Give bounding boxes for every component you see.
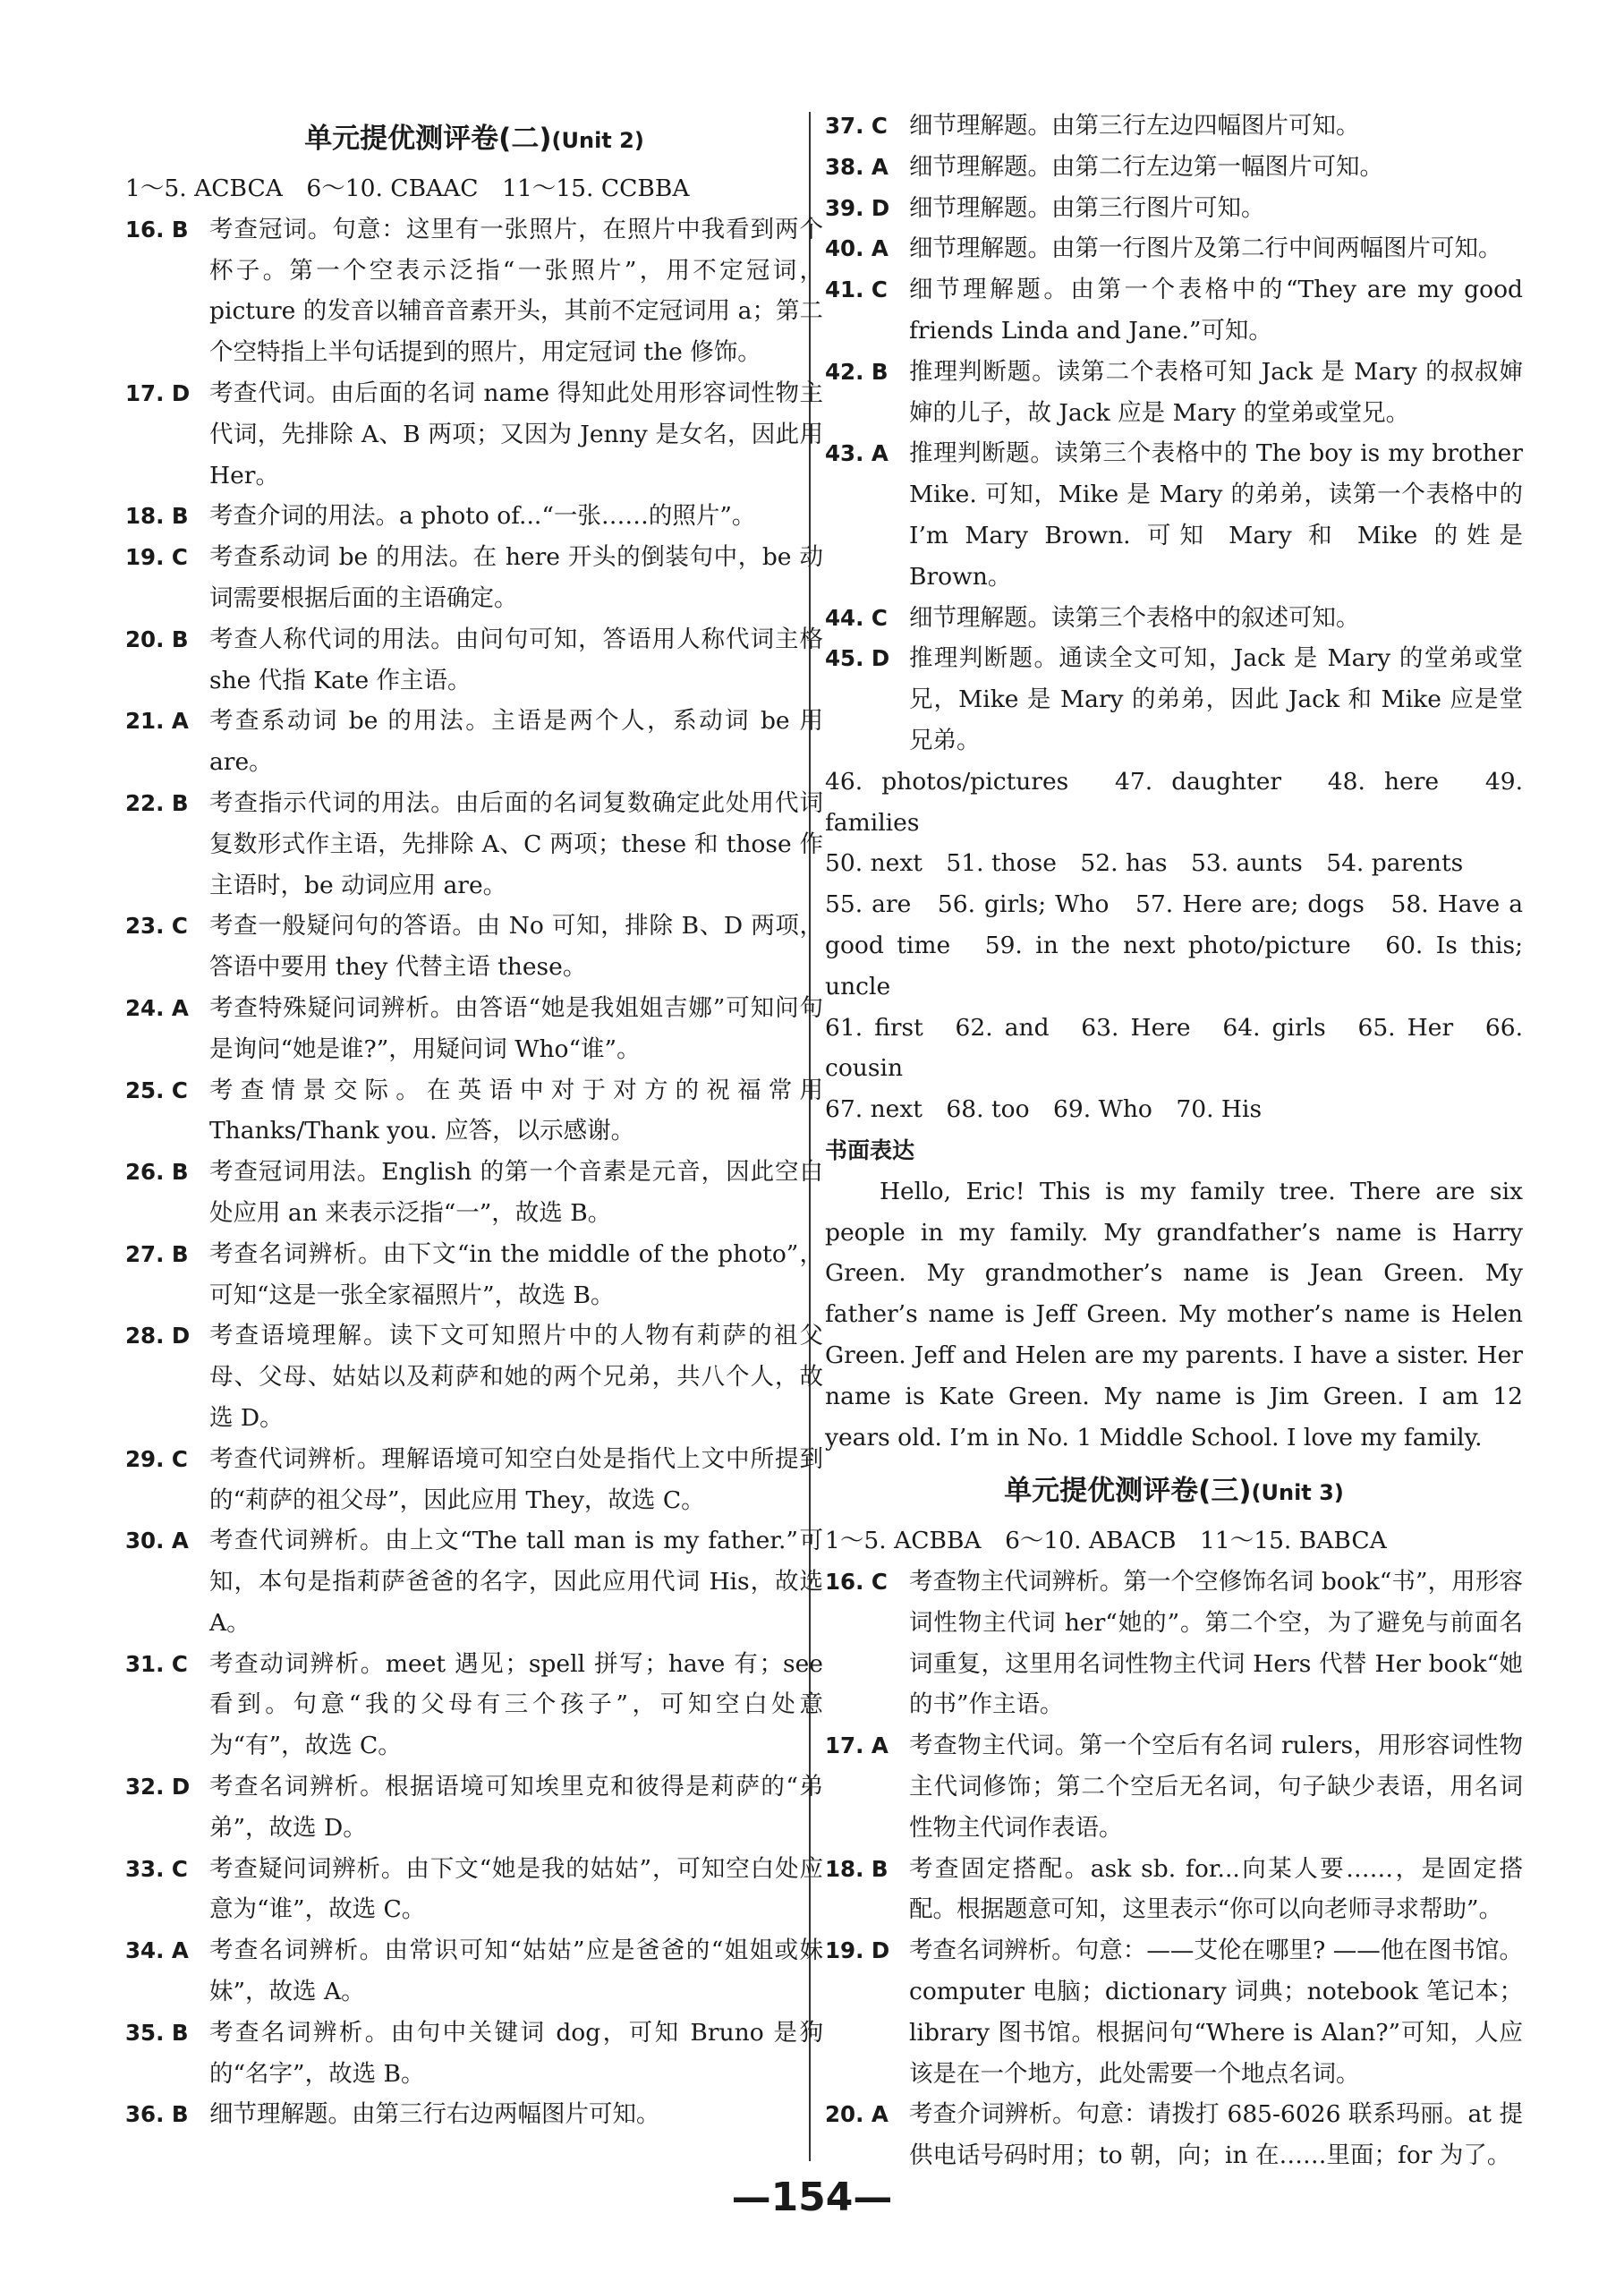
answer-number: 20. B: [125, 626, 189, 652]
answer-explanation: 考查特殊疑问词辨析。由答语“她是我姐姐吉娜”可知问句是询问“她是谁?”，用疑问词 Who“谁”。: [209, 993, 823, 1063]
answer-number: 38. A: [825, 153, 889, 180]
answer-explanation: 考查语境理解。读下文可知照片中的人物有莉萨的祖父母、父母、姑姑以及莉萨和她的两个兄弟，共八个人，故选 D。: [209, 1322, 823, 1432]
answer-item: [125, 619, 823, 702]
answer-item: [125, 1849, 823, 1931]
model-essay: Hello, Eric! This is my family tree. There are six people in my family. My grandfather’s name is Harry Green. My grandmother’s name is Jean Green. My father’s name is Jeff Green. My mother’s name is Helen Green. Jeff and Helen are my parents. I have a sister. Her name is Kate Green. My name is Jim Green. I am 12 years old. I’m in No. 1 Middle School. I love my family.: [825, 1177, 1523, 1451]
answer-item: [825, 598, 1523, 639]
answer-number: 19. D: [825, 1937, 890, 1964]
answer-explanation: 细节理解题。由第一行图片及第二行中间两幅图片可知。: [909, 234, 1502, 263]
answer-number: 19. C: [125, 544, 188, 571]
answer-number: 17. A: [825, 1732, 889, 1759]
answer-number: 31. C: [125, 1650, 188, 1677]
answer-item: [125, 1234, 823, 1316]
answer-item: [825, 1562, 1523, 1725]
answer-explanation: 考查物主代词辨析。第一个空修饰名词 book“书”，用形容词性物主代词 her“她的”。第二个空，为了避免与前面名词重复，这里用名词性物主代词 Hers 代替 Her book“她的书”作主语。: [909, 1568, 1523, 1719]
answer-number: 24. A: [125, 994, 189, 1021]
answer-explanation: 考查冠词用法。English 的第一个音素是元音，因此空白处应用 an 来表示泛指“一”，故选 B。: [209, 1158, 823, 1227]
fill-line: 67. next 68. too 69. Who 70. His: [825, 1095, 1263, 1124]
answer-number: 28. D: [125, 1323, 191, 1349]
fill-line: 46. photos/pictures 47. daughter 48. here 49. families: [825, 767, 1523, 837]
answer-number: 23. C: [125, 913, 188, 940]
answer-explanation: 考查介词辨析。句意：请拨打 685-6026 联系玛丽。at 提供电话号码时用；to 朝，向；in 在……里面；for 为了。: [909, 2100, 1523, 2170]
answer-explanation: 考查一般疑问句的答语。由 No 可知，排除 B、D 两项，答语中要用 they 代替主语 these。: [209, 912, 823, 982]
answer-explanation: 考查物主代词。第一个空后有名词 rulers，用形容词性物主代词修饰；第二个空后无名词，句子缺少表语，用名词性物主代词作表语。: [909, 1732, 1523, 1842]
answer-explanation: 考查系动词 be 的用法。主语是两个人，系动词 be 用 are。: [209, 707, 823, 777]
answer-number: 17. D: [125, 379, 191, 406]
answer-item: [125, 537, 823, 619]
answer-explanation: 细节理解题。由第三行右边两幅图片可知。: [209, 2100, 660, 2129]
answer-item: [825, 228, 1523, 269]
unit2-title: [125, 116, 823, 163]
unit2-title-text: 单元提优测评卷(二): [304, 123, 552, 155]
answer-number: 44. C: [825, 604, 888, 631]
page-number: —154—: [731, 2175, 893, 2220]
unit2-items-right: [825, 106, 1523, 762]
answer-item: [125, 1766, 823, 1849]
fill-line: 61. first 62. and 63. Here 64. girls 65. Her 66. cousin: [825, 1013, 1523, 1083]
answer-item: [125, 988, 823, 1070]
unit3-items: [825, 1562, 1523, 2176]
answer-item: [825, 147, 1523, 188]
answer-number: 26. B: [125, 1159, 189, 1186]
answer-item: [825, 1930, 1523, 2094]
answer-item: [125, 1644, 823, 1766]
answer-explanation: 考查代词。由后面的名词 name 得知此处用形容词性物主代词，先排除 A、B 两项；又因为 Jenny 是女名，因此用 Her。: [209, 379, 823, 489]
unit3-keys: 1～5. ACBBA 6～10. ABACB 11～15. BABCA: [825, 1527, 1387, 1555]
answer-item: [125, 2013, 823, 2095]
answer-item: [125, 1315, 823, 1438]
answer-item: [125, 783, 823, 906]
answer-number: 43. A: [825, 440, 889, 467]
answer-item: [825, 2094, 1523, 2176]
answer-explanation: 考查名词辨析。由下文“in the middle of the photo”，可知“这是一张全家福照片”，故选 B。: [209, 1239, 823, 1309]
answer-item: [125, 701, 823, 783]
unit3-unit-label: (Unit 3): [1251, 1480, 1344, 1506]
answer-item: [825, 352, 1523, 434]
unit2-keys: 1～5. ACBCA 6～10. CBAAC 11～15. CCBBA: [125, 175, 690, 202]
answer-item: [825, 106, 1523, 147]
answer-item: [125, 906, 823, 988]
answer-explanation: 推理判断题。读第三个表格中的 The boy is my brother Mike. 可知，Mike 是 Mary 的弟弟，读第一个表格中的 I’m Mary Brown. 可知 Mary 和 Mike 的姓是 Brown。: [909, 439, 1523, 591]
fill-answers: [825, 762, 1523, 1130]
answer-number: 41. C: [825, 277, 888, 303]
answer-item: [825, 433, 1523, 597]
answer-explanation: 考查名词辨析。由常识可知“姑姑”应是爸爸的“姐姐或妹妹”，故选 A。: [209, 1937, 823, 2006]
answer-number: 37. C: [825, 113, 888, 139]
answer-explanation: 考查情景交际。在英语中对于对方的祝福常用 Thanks/Thank you. 应答，以示感谢。: [209, 1076, 823, 1145]
unit2-unit-label: (Unit 2): [551, 128, 644, 153]
answer-item: [125, 209, 823, 373]
unit3-title-text: 单元提优测评卷(三): [1004, 1475, 1252, 1508]
answer-number: 42. B: [825, 358, 889, 385]
answer-explanation: 考查疑问词辨析。由下文“她是我的姑姑”，可知空白处应意为“谁”，故选 C。: [209, 1854, 823, 1924]
answer-item: [125, 1152, 823, 1234]
answer-item: [125, 1520, 823, 1643]
answer-item: [125, 1439, 823, 1521]
answer-number: 21. A: [125, 708, 189, 735]
answer-explanation: 考查代词辨析。由上文“The tall man is my father.”可知，本句是指莉萨爸爸的名字，因此应用代词 His，故选 A。: [209, 1527, 823, 1637]
answer-number: 32. D: [125, 1774, 191, 1801]
answer-explanation: 考查名词辨析。由句中关键词 dog，可知 Bruno 是狗的“名字”，故选 B。: [209, 2018, 823, 2088]
answer-explanation: 考查名词辨析。句意：——艾伦在哪里? ——他在图书馆。computer 电脑；dictionary 词典；notebook 笔记本；library 图书馆。根据问句“Where is Alan?”可知，人应该是在一个地方，此处需要一个地点名词。: [909, 1937, 1523, 2088]
answer-number: 35. B: [125, 2019, 189, 2046]
answer-explanation: 考查代词辨析。理解语境可知空白处是指代上文中所提到的“莉萨的祖父母”，因此应用 They，故选 C。: [209, 1444, 823, 1514]
answer-explanation: 细节理解题。由第三行左边四幅图片可知。: [909, 112, 1360, 140]
answer-explanation: 考查人称代词的用法。由问句可知，答语用人称代词主格 she 代指 Kate 作主语。: [209, 625, 823, 694]
answer-item: [825, 269, 1523, 352]
unit2-items-left: [125, 209, 823, 2135]
right-column: [825, 106, 1523, 2176]
answer-number: 27. B: [125, 1240, 189, 1267]
answer-item: [125, 496, 823, 537]
fill-line: 50. next 51. those 52. has 53. aunts 54. parents: [825, 849, 1464, 878]
answer-explanation: 考查系动词 be 的用法。在 here 开头的倒装句中，be 动词需要根据后面的主语确定。: [209, 543, 823, 612]
answer-explanation: 推理判断题。读第二个表格可知 Jack 是 Mary 的叔叔婶婶的儿子，故 Jack 应是 Mary 的堂弟或堂兄。: [909, 357, 1523, 427]
answer-number: 30. A: [125, 1528, 189, 1554]
answer-number: 29. C: [125, 1445, 188, 1472]
answer-item: [125, 1070, 823, 1153]
answer-explanation: 细节理解题。读第三个表格中的叙述可知。: [909, 603, 1360, 632]
answer-number: 34. A: [125, 1937, 189, 1964]
answer-item: [125, 373, 823, 496]
writing-heading: 书面表达: [825, 1136, 915, 1163]
answer-number: 39. D: [825, 194, 890, 221]
answer-item: [825, 638, 1523, 761]
answer-item: [825, 1725, 1523, 1848]
answer-explanation: 考查固定搭配。ask sb. for...向某人要……，是固定搭配。根据题意可知，这里表示“你可以向老师寻求帮助”。: [909, 1854, 1523, 1924]
answer-number: 36. B: [125, 2101, 189, 2128]
unit3-title: [825, 1468, 1523, 1515]
answer-explanation: 细节理解题。由第一个表格中的“They are my good friends Linda and Jane.”可知。: [909, 276, 1523, 345]
answer-number: 40. A: [825, 235, 889, 262]
answer-explanation: 细节理解题。由第二行左边第一幅图片可知。: [909, 152, 1383, 181]
answer-item: [825, 1849, 1523, 1931]
answer-explanation: 考查指示代词的用法。由后面的名词复数确定此处用代词复数形式作主语，先排除 A、C 两项；these 和 those 作主语时，be 动词应用 are。: [209, 788, 823, 899]
answer-explanation: 考查冠词。句意：这里有一张照片，在照片中我看到两个杯子。第一个空表示泛指“一张照片”，用不定冠词，picture 的发音以辅音音素开头，其前不定冠词用 a；第二个空特指上半句话提到的照片，用定冠词 the 修饰。: [209, 215, 823, 367]
answer-explanation: 细节理解题。由第三行图片可知。: [909, 193, 1265, 222]
answer-number: 20. A: [825, 2101, 889, 2128]
fill-line: 55. are 56. girls; Who 57. Here are; dogs 58. Have a good time 59. in the next photo/picture 60. Is this; uncle: [825, 890, 1523, 1000]
answer-explanation: 考查名词辨析。根据语境可知埃里克和彼得是莉萨的“弟弟”，故选 D。: [209, 1773, 823, 1842]
answer-number: 45. D: [825, 645, 890, 672]
answer-explanation: 考查动词辨析。meet 遇见；spell 拼写；have 有；see 看到。句意“我的父母有三个孩子”，可知空白处意为“有”，故选 C。: [209, 1649, 823, 1760]
answer-item: [825, 188, 1523, 229]
answer-item: [125, 2094, 823, 2135]
answer-number: 25. C: [125, 1077, 188, 1103]
left-column: [125, 106, 823, 2135]
answer-number: 16. B: [125, 216, 189, 243]
answer-number: 22. B: [125, 789, 189, 816]
answer-explanation: 推理判断题。通读全文可知，Jack 是 Mary 的堂弟或堂兄，Mike 是 Mary 的弟弟，因此 Jack 和 Mike 应是堂兄弟。: [909, 644, 1523, 754]
answer-number: 16. C: [825, 1569, 888, 1596]
answer-number: 18. B: [825, 1855, 889, 1882]
answer-number: 33. C: [125, 1855, 188, 1882]
answer-item: [125, 1930, 823, 2013]
answer-number: 18. B: [125, 503, 189, 530]
answer-explanation: 考查介词的用法。a photo of...“一张……的照片”。: [209, 502, 756, 531]
